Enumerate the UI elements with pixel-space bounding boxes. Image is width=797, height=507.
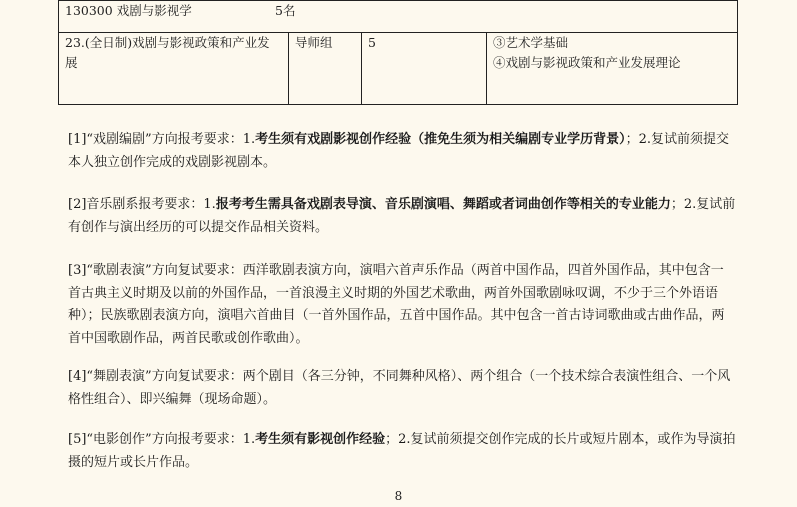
enrollment-count-cell: 5	[362, 33, 487, 105]
page-number: 8	[394, 489, 403, 503]
note-emphasis: 考生须有影视创作经验	[255, 432, 386, 447]
note-text: [5]“电影创作”方向报考要求：1.	[68, 432, 256, 447]
tutor-cell: 导师组	[289, 33, 362, 105]
note-text: [2]音乐剧系报考要求：1.	[68, 197, 216, 212]
major-cell	[59, 1, 738, 33]
note-3	[68, 260, 736, 350]
note-emphasis: 报考考生需具备戏剧表导演、音乐剧演唱、舞蹈或者词曲创作等相关的专业能力	[215, 197, 671, 212]
direction-row	[59, 33, 738, 105]
major-code-name: 130300 戏剧与影视学	[65, 3, 192, 18]
note-text: ；2.复试前须提交本人独立创作完成的戏剧影视剧本。	[68, 132, 730, 170]
note-5	[68, 429, 736, 474]
exam-subjects-cell	[487, 33, 738, 105]
exam-subject: ④戏剧与影视政策和产业发展理论	[493, 55, 681, 70]
direction-name-cell: 23.(全日制)戏剧与影视政策和产业发展	[59, 33, 289, 105]
admission-plan-table	[58, 0, 738, 105]
note-4	[68, 366, 736, 411]
major-row	[59, 1, 738, 33]
note-text: ；2.复试前有创作与演出经历的可以提交作品相关资料。	[68, 197, 736, 235]
note-1	[68, 129, 736, 174]
major-quota: 5名	[275, 3, 296, 18]
note-text: [3]“歌剧表演”方向复试要求：西洋歌剧表演方向，演唱六首声乐作品（两首中国作品，四首外国作品，其中包含一首古典主义时期及以前的外国作品，一首浪漫主义时期的外国艺术歌曲，两首外国歌剧咏叹调，不少于三个外语语种）；民族歌剧表演方向，演唱六首曲目（一首外国作品，五首中国作品。其中包含一首古诗词歌曲或古曲作品，两首中国歌剧作品，两首民歌或创作歌曲）。	[68, 263, 725, 346]
note-2	[68, 194, 736, 239]
exam-subject: ③艺术学基础	[493, 35, 569, 50]
note-text: [4]“舞剧表演”方向复试要求：两个剧目（各三分钟，不同舞种风格）、两个组合（一个技术综合表演性组合、一个风格性组合）、即兴编舞（现场命题）。	[68, 369, 731, 407]
note-text: [1]“戏剧编剧”方向报考要求：1.	[68, 132, 256, 147]
note-text: ；2.复试前须提交创作完成的长片或短片剧本，或作为导演拍摄的短片或长片作品。	[68, 432, 736, 470]
note-emphasis: 考生须有戏剧影视创作经验（推免生须为相关编剧专业学历背景）	[255, 132, 626, 147]
